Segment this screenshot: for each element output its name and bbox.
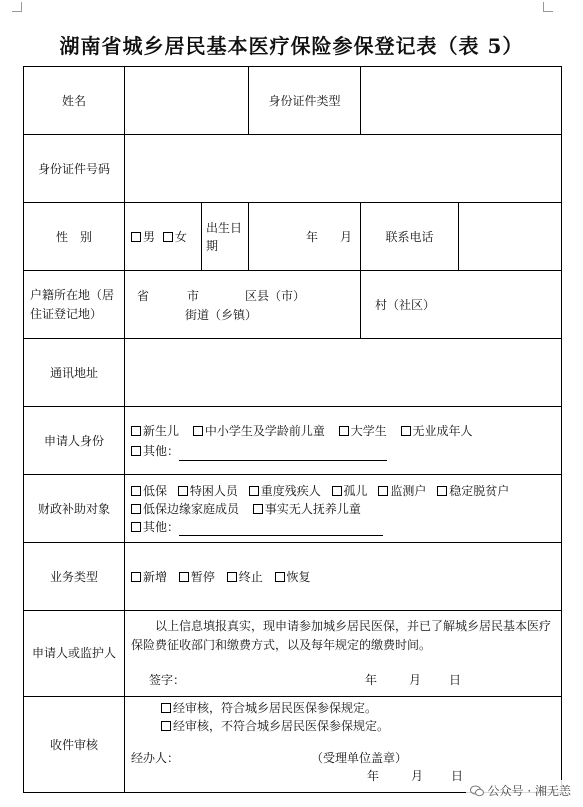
- identity-option-college[interactable]: 大学生: [339, 424, 387, 438]
- identity-option-other[interactable]: 其他：: [131, 444, 179, 458]
- row-subsidy: [24, 475, 562, 543]
- id-number-field[interactable]: [125, 135, 562, 203]
- row-business: [24, 543, 562, 611]
- business-option-restore[interactable]: 恢复: [275, 570, 311, 584]
- subsidy-options: [125, 475, 562, 543]
- row-id-number: [24, 135, 562, 203]
- checkbox-icon: [332, 486, 342, 496]
- subsidy-option-monitored[interactable]: 监测户: [378, 484, 426, 498]
- checkbox-icon: [401, 426, 411, 436]
- identity-options: [125, 407, 562, 475]
- checkbox-icon: [163, 232, 173, 242]
- checkbox-icon: [275, 572, 285, 582]
- birth-label: 出生日期: [202, 203, 249, 271]
- checkbox-icon: [131, 232, 141, 242]
- address-label: 通讯地址: [24, 339, 125, 407]
- business-options: [125, 543, 562, 611]
- checkbox-icon: [179, 572, 189, 582]
- phone-field[interactable]: [459, 203, 562, 271]
- review-no-option[interactable]: 经审核，不符合城乡居民医保参保规定。: [161, 719, 389, 733]
- checkbox-icon: [161, 703, 171, 713]
- checkbox-icon: [339, 426, 349, 436]
- checkbox-icon: [249, 486, 259, 496]
- id-number-label: 身份证件号码: [24, 135, 125, 203]
- subsidy-option-orphan[interactable]: 孤儿: [332, 484, 368, 498]
- signature-line[interactable]: 签字： 年 月 日: [149, 673, 462, 687]
- row-review: [24, 697, 562, 793]
- phone-label: 联系电话: [361, 203, 459, 271]
- declaration-text: 以上信息填报真实，现申请参加城乡居民医保，并已了解城乡居民基本医疗保险费征收部门和缴费方式，以及每年规定的缴费时间。: [131, 619, 552, 652]
- household-field[interactable]: 省 市 区县（市） 街道（乡镇）: [125, 271, 361, 339]
- subsidy-option-stable-poverty[interactable]: 稳定脱贫户: [437, 484, 509, 498]
- gender-options: [125, 203, 202, 271]
- checkbox-icon: [227, 572, 237, 582]
- review-label: 收件审核: [24, 697, 125, 793]
- checkbox-icon: [437, 486, 447, 496]
- subsidy-option-disabled[interactable]: 重度残疾人: [249, 484, 321, 498]
- row-gender-birth-phone: [24, 203, 562, 271]
- identity-label: 申请人身份: [24, 407, 125, 475]
- business-label: 业务类型: [24, 543, 125, 611]
- watermark: [466, 780, 575, 801]
- name-field[interactable]: [125, 67, 249, 135]
- form-title: 湖南省城乡居民基本医疗保险参保登记表（表 5）: [59, 34, 524, 58]
- identity-other-input[interactable]: [179, 446, 387, 461]
- gender-label: 性 别: [24, 203, 125, 271]
- subsidy-option-unsupported-child[interactable]: 事实无人抚养儿童: [253, 502, 361, 516]
- checkbox-icon: [193, 426, 203, 436]
- checkbox-icon: [253, 504, 263, 514]
- identity-option-unemployed-adult[interactable]: 无业成年人: [401, 424, 473, 438]
- row-identity: [24, 407, 562, 475]
- subsidy-label: 财政补助对象: [24, 475, 125, 543]
- subsidy-option-dibao-edge[interactable]: 低保边缘家庭成员: [131, 502, 239, 516]
- identity-option-newborn[interactable]: 新生儿: [131, 424, 179, 438]
- page-corner-mark-right: [543, 2, 553, 12]
- applicant-declaration-cell: [125, 611, 562, 697]
- seal-label: （受理单位盖章）: [311, 751, 408, 765]
- business-option-add[interactable]: 新增: [131, 570, 167, 584]
- subsidy-other-input[interactable]: [179, 521, 383, 536]
- checkbox-icon: [131, 572, 141, 582]
- review-ok-option[interactable]: 经审核，符合城乡居民医保参保规定。: [161, 701, 377, 715]
- name-label: 姓名: [24, 67, 125, 135]
- checkbox-icon: [131, 486, 141, 496]
- page-corner-mark-left: [12, 2, 22, 12]
- row-household: [24, 271, 562, 339]
- subsidy-option-dibao[interactable]: 低保: [131, 484, 167, 498]
- identity-option-student[interactable]: 中小学生及学龄前儿童: [193, 424, 325, 438]
- row-applicant: [24, 611, 562, 697]
- business-option-terminate[interactable]: 终止: [227, 570, 263, 584]
- birth-date-field[interactable]: 年 月: [249, 203, 361, 271]
- review-cell: 经审核，符合城乡居民医保参保规定。 经审核，不符合城乡居民医保参保规定。 经办人： （受理单位盖章） 年 月 日: [125, 697, 562, 793]
- id-type-label: 身份证件类型: [249, 67, 361, 135]
- gender-female-option[interactable]: 女: [163, 230, 187, 244]
- registration-form-table: [23, 66, 562, 793]
- village-field[interactable]: 村（社区）: [361, 271, 562, 339]
- row-address: [24, 339, 562, 407]
- checkbox-icon: [131, 522, 141, 532]
- wechat-icon: [470, 785, 484, 797]
- business-option-pause[interactable]: 暂停: [179, 570, 215, 584]
- checkbox-icon: [161, 721, 171, 731]
- id-type-field[interactable]: [361, 67, 562, 135]
- checkbox-icon: [178, 486, 188, 496]
- household-label: 户籍所在地（居住证登记地）: [24, 271, 125, 339]
- checkbox-icon: [378, 486, 388, 496]
- applicant-label: 申请人或监护人: [24, 611, 125, 697]
- handler-label: 经办人：: [131, 751, 180, 765]
- watermark-text: 公众号 · 湘无恙: [487, 784, 571, 798]
- subsidy-option-tekun[interactable]: 特困人员: [178, 484, 238, 498]
- checkbox-icon: [131, 446, 141, 456]
- row-name: [24, 67, 562, 135]
- subsidy-option-other[interactable]: 其他：: [131, 520, 179, 534]
- checkbox-icon: [131, 426, 141, 436]
- gender-male-option[interactable]: 男: [131, 230, 155, 244]
- address-field[interactable]: [125, 339, 562, 407]
- checkbox-icon: [131, 504, 141, 514]
